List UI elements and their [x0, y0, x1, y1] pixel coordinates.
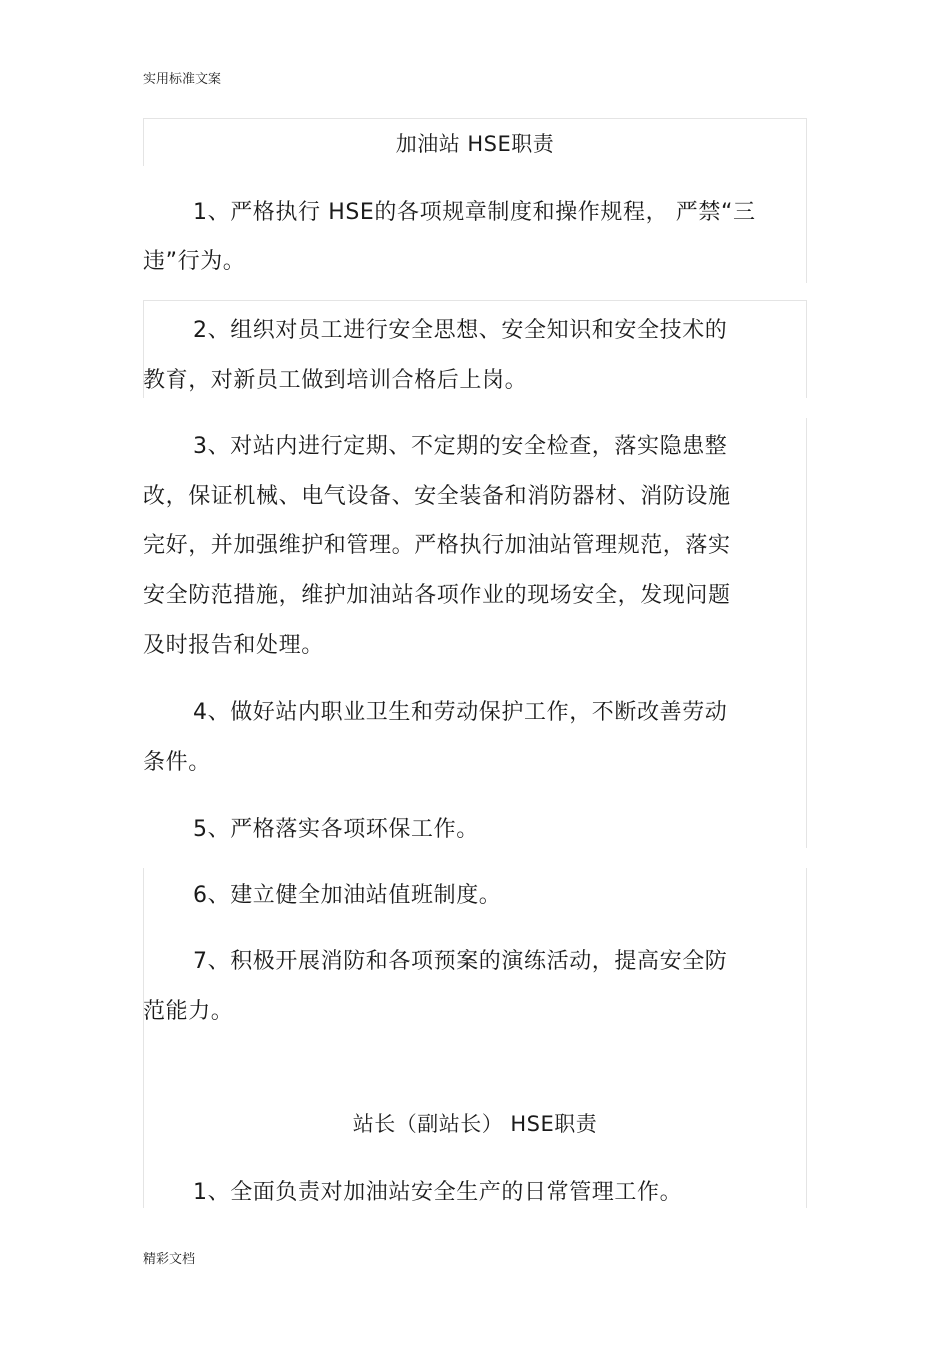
text-line: 及时报告和处理。: [143, 633, 324, 658]
page-header: 实用标准文案: [143, 72, 222, 87]
text-line: 改，保证机械、电气设备、安全装备和消防器材、消防设施: [143, 484, 731, 509]
text-line: 4、做好站内职业卫生和劳动保护工作，不断改善劳动: [193, 700, 728, 725]
text-line: 范能力。: [143, 999, 234, 1024]
table-rule: [806, 868, 807, 1208]
text-line: 6、建立健全加油站值班制度。: [193, 883, 502, 908]
text-line: 安全防范措施，维护加油站各项作业的现场安全，发现问题: [143, 583, 731, 608]
section-title: 加油站 HSE职责: [395, 132, 555, 156]
table-rule: [143, 868, 144, 1208]
text-line: 3、对站内进行定期、不定期的安全检查，落实隐患整: [193, 434, 728, 459]
table-rule: [143, 300, 807, 301]
text-line: 违”行为。: [143, 249, 246, 274]
text-line: 7、积极开展消防和各项预案的演练活动，提高安全防: [193, 949, 728, 974]
table-rule: [806, 418, 807, 848]
page-footer: 精彩文档: [143, 1252, 196, 1267]
text-line: 条件。: [143, 750, 211, 775]
section-title: 站长（副站长） HSE职责: [352, 1112, 598, 1136]
text-line: 5、严格落实各项环保工作。: [193, 817, 479, 842]
table-rule: [806, 300, 807, 398]
text-line: 1、严格执行 HSE的各项规章制度和操作规程， 严禁“三: [193, 200, 756, 225]
text-line: 完好，并加强维护和管理。严格执行加油站管理规范，落实: [143, 533, 731, 558]
text-line: 1、全面负责对加油站安全生产的日常管理工作。: [193, 1180, 683, 1205]
table-rule: [143, 118, 807, 119]
text-line: 教育，对新员工做到培训合格后上岗。: [143, 368, 528, 393]
text-line: 2、组织对员工进行安全思想、安全知识和安全技术的: [193, 318, 728, 343]
